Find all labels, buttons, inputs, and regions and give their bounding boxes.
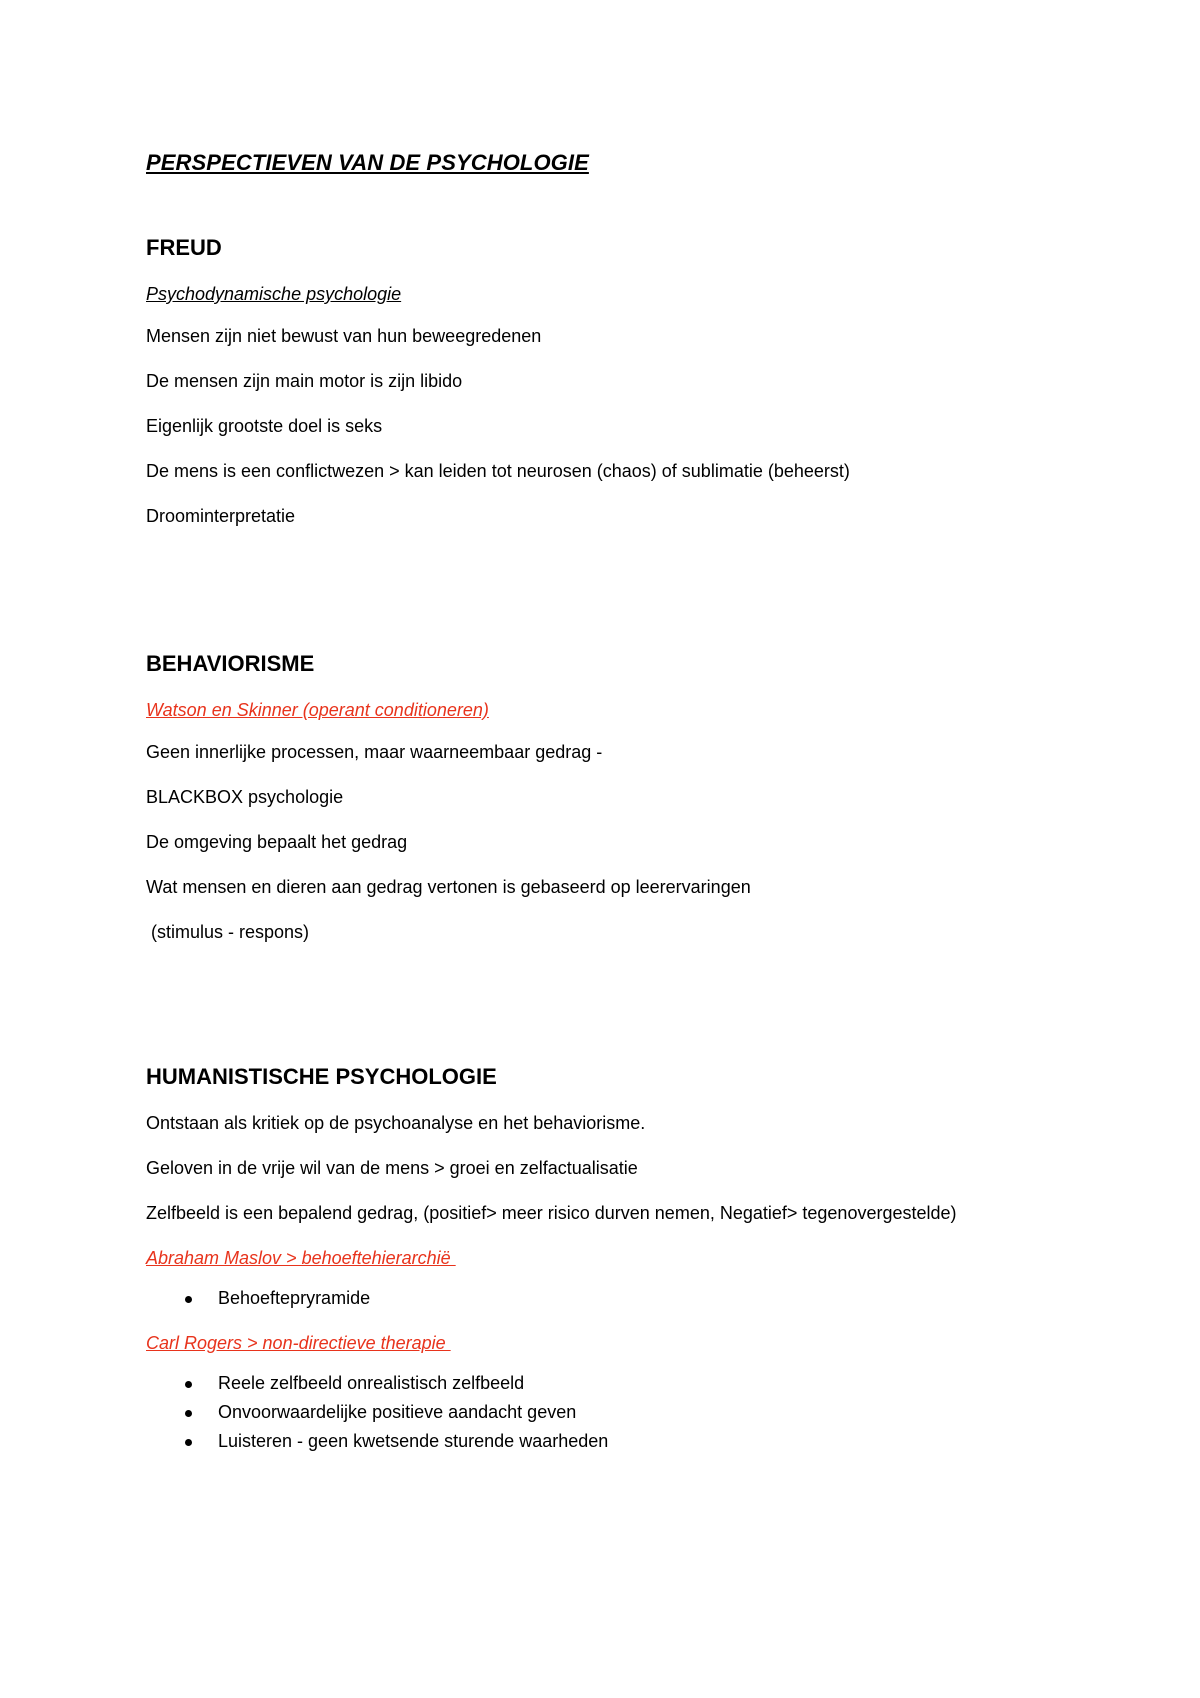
text-line: Mensen zijn niet bewust van hun beweegredenen	[146, 326, 542, 346]
text-line: Zelfbeeld is een bepalend gedrag, (positief> meer risico durven nemen, Negatief> tegenovergestelde)	[146, 1203, 957, 1223]
text-line: De mens is een conflictwezen > kan leiden tot neurosen (chaos) of sublimatie (beheerst)	[146, 461, 850, 481]
section-subheading: Watson en Skinner (operant conditioneren)	[146, 700, 489, 720]
text-line: Wat mensen en dieren aan gedrag vertonen is gebaseerd op leerervaringen	[146, 877, 751, 897]
text-line: (stimulus - respons)	[146, 922, 310, 942]
list-item	[218, 1427, 1120, 1456]
text-line: De omgeving bepaalt het gedrag	[146, 832, 408, 852]
section-heading: FREUD	[146, 235, 222, 260]
section-freud	[146, 234, 1120, 549]
text-line: Geen innerlijke processen, maar waarneembaar gedrag -	[146, 742, 603, 762]
maslow-bullet-list	[146, 1284, 1120, 1313]
list-item-text: Reele zelfbeeld onrealistisch zelfbeeld	[218, 1373, 525, 1393]
text-line: BLACKBOX psychologie	[146, 787, 344, 807]
document-title: PERSPECTIEVEN VAN DE PSYCHOLOGIE	[146, 150, 589, 175]
list-item-text: Luisteren - geen kwetsende sturende waarheden	[218, 1431, 609, 1451]
section-heading: BEHAVIORISME	[146, 651, 315, 676]
text-line: Geloven in de vrije wil van de mens > groei en zelfactualisatie	[146, 1158, 638, 1178]
bullet-icon	[185, 1296, 192, 1303]
text-line: De mensen zijn main motor is zijn libido	[146, 371, 463, 391]
section-behaviorisme	[146, 650, 1120, 965]
rogers-subheading: Carl Rogers > non-directieve therapie	[146, 1333, 451, 1353]
list-item	[218, 1398, 1120, 1427]
list-item-text: Behoeftepryramide	[218, 1288, 371, 1308]
list-item	[218, 1284, 1120, 1313]
section-subheading: Psychodynamische psychologie	[146, 284, 402, 304]
section-heading: HUMANISTISCHE PSYCHOLOGIE	[146, 1064, 497, 1089]
bullet-icon	[185, 1381, 192, 1388]
bullet-icon	[185, 1410, 192, 1417]
rogers-bullet-list	[146, 1369, 1120, 1456]
text-line: Ontstaan als kritiek op de psychoanalyse en het behaviorisme.	[146, 1113, 646, 1133]
bullet-icon	[185, 1439, 192, 1446]
list-item	[218, 1369, 1120, 1398]
text-line: Eigenlijk grootste doel is seks	[146, 416, 383, 436]
text-line: Droominterpretatie	[146, 506, 296, 526]
list-item-text: Onvoorwaardelijke positieve aandacht geven	[218, 1402, 577, 1422]
section-humanistische-psychologie	[146, 1063, 1120, 1474]
maslow-subheading: Abraham Maslov > behoeftehierarchië	[146, 1248, 456, 1268]
